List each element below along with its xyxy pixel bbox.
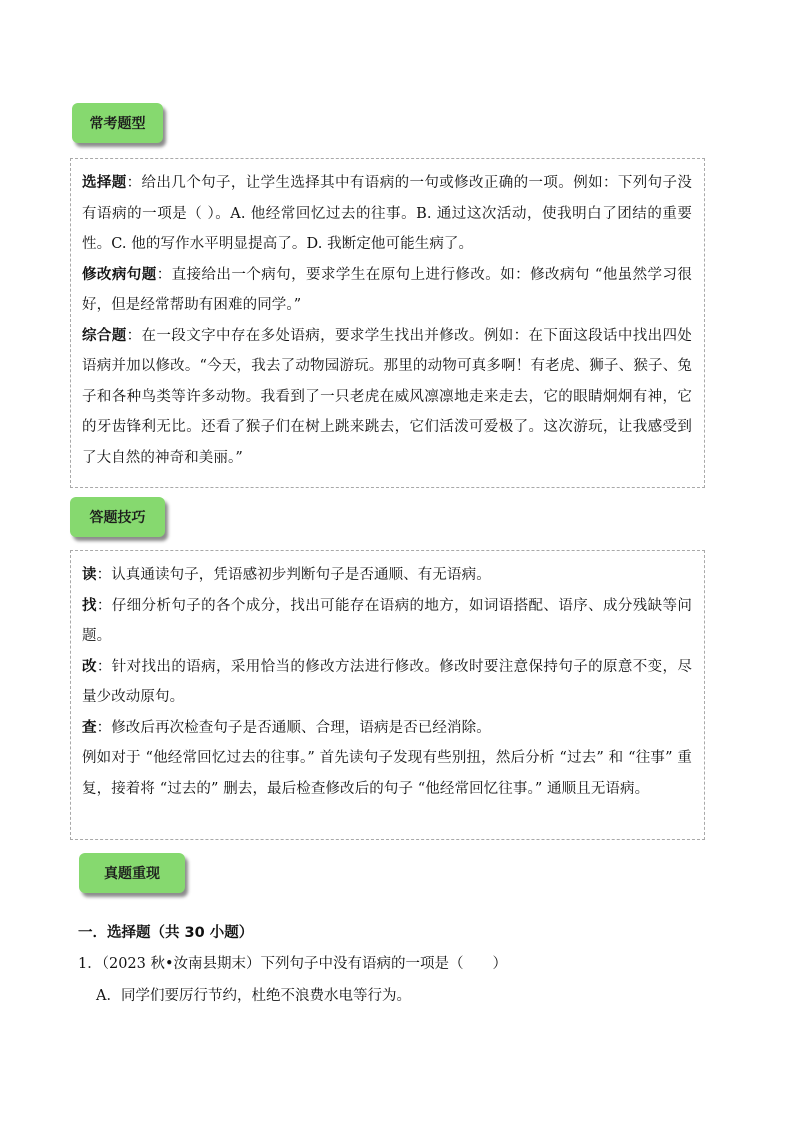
paragraph-text: ：在一段文字中存在多处语病，要求学生找出并修改。例如：在下面这段话中找出四处语病并加以修改。“今天，我去了动物园游玩。那里的动物可真多啊！有老虎、狮子、猴子、兔子和各种鸟类等许多动物。我看到了一只老虎在威风凛凛地走来走去，它的眼睛炯炯有神，它的牙齿锋利无比。还看了猴子们在树上跳来跳去，它们活泼可爱极了。这次游玩，让我感受到了大自然的神奇和美丽。” (82, 327, 692, 466)
paragraph-label: 读 (82, 567, 97, 583)
frequent-types-box (70, 158, 705, 488)
paragraph-find (82, 591, 692, 652)
paragraph-multiple-choice (82, 168, 692, 260)
paragraph-text: ：认真通读句子，凭语感初步判断句子是否通顺、有无语病。 (96, 567, 491, 583)
paragraph-read (82, 560, 692, 591)
question-1: 1．（2023 秋•汝南县期末）下列句子中没有语病的一项是（ ） (78, 956, 508, 972)
paragraph-label: 修改病句题 (82, 266, 157, 283)
paragraph-label: 综合题 (82, 327, 127, 344)
section-tag-label: 答题技巧 (89, 510, 146, 526)
paragraph-text: ：仔细分析句子的各个成分，找出可能存在语病的地方，如词语搭配、语序、成分残缺等问题。 (82, 597, 692, 644)
paragraph-label: 查 (82, 719, 97, 736)
paragraph-text: ：修改后再次检查句子是否通顺、合理，语病是否已经消除。 (96, 719, 491, 736)
section-tag-label: 常考题型 (89, 116, 146, 132)
question-section-heading: 一．选择题（共 30 小题） (78, 925, 254, 941)
paragraph-comprehensive (82, 321, 692, 474)
paragraph-label: 找 (82, 597, 97, 614)
paragraph-label: 改 (82, 658, 97, 675)
section-tag-tips (70, 497, 165, 537)
paragraph-revise (82, 260, 692, 321)
paragraph-example: 例如对于 “他经常回忆过去的往事。” 首先读句子发现有些别扭，然后分析 “过去” 和 “往事” 重复，接着将 “过去的” 删去，最后检查修改后的句子 “他经常回忆往事。” 通顺且无语病。 (82, 750, 692, 797)
paragraph-label: 选择题 (82, 175, 127, 191)
paragraph-text: ：直接给出一个病句，要求学生在原句上进行修改。如：修改病句 “他虽然学习很好，但是经常帮助有困难的同学。” (82, 266, 693, 313)
paragraph-text: ：给出几个句子，让学生选择其中有语病的一句或修改正确的一项。例如：下列句子没有语病的一项是（ ）。A. 他经常回忆过去的往事。B. 通过这次活动，使我明白了团结的重要性。C. 他的写作水平明显提高了。D. 我断定他可能生病了。 (82, 175, 692, 252)
tips-box (70, 550, 705, 840)
section-tag-past-exams (79, 853, 185, 893)
section-tag-label: 真题重现 (104, 866, 160, 882)
paragraph-fix (82, 652, 692, 713)
paragraph-text: ：针对找出的语病，采用恰当的修改方法进行修改。修改时要注意保持句子的原意不变，尽量少改动原句。 (82, 658, 692, 705)
section-tag-frequent-types (72, 103, 163, 143)
paragraph-check (82, 713, 692, 744)
question-1-option-a: A．同学们要厉行节约，杜绝不浪费水电等行为。 (96, 988, 411, 1004)
